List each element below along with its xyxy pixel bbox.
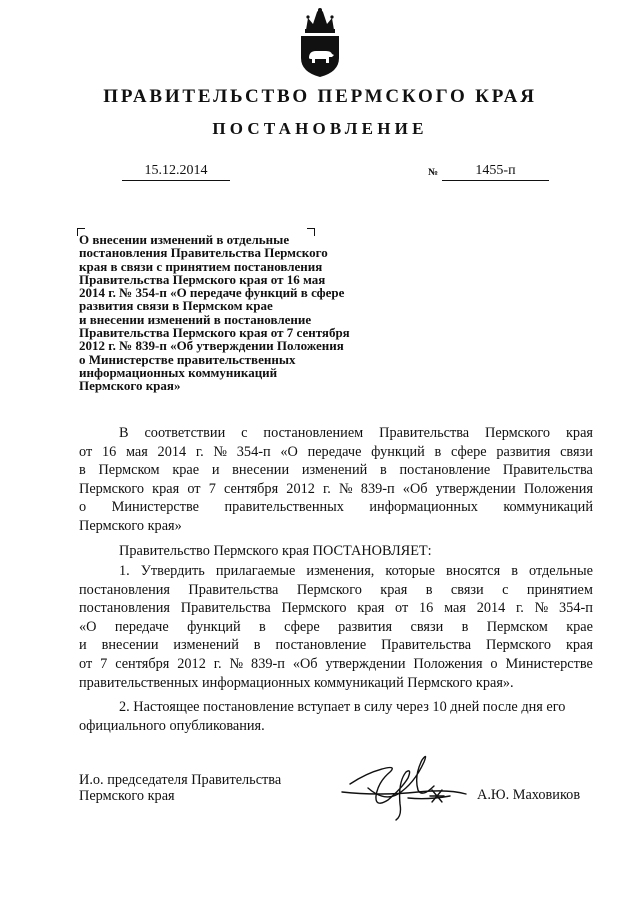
word: сфере — [284, 618, 320, 635]
body-line — [79, 618, 593, 637]
subject-line: развития связи в Пермском крае — [79, 298, 273, 314]
word: связи — [410, 618, 444, 635]
word: прилагаемые — [215, 563, 296, 579]
word: коммуникаций — [503, 499, 593, 516]
word: 2012 — [177, 655, 206, 672]
word: информационных — [369, 499, 478, 516]
word: Правительства — [502, 462, 593, 479]
subject-line: края в связи с принятием постановления — [79, 258, 323, 274]
word: которые — [385, 563, 435, 579]
word: края — [565, 637, 593, 654]
subject-line: Правительства Пермского края от 7 сентября — [79, 325, 350, 341]
word: крае — [172, 462, 200, 479]
subject-line: 2014 г. № 354-п «О передаче функций в сфере — [79, 285, 345, 301]
word: о — [490, 655, 498, 672]
handwritten-signature — [338, 742, 478, 842]
word: и — [79, 637, 87, 654]
word: г. — [195, 443, 204, 460]
document-number: 1455-п — [442, 162, 549, 181]
word: в — [79, 462, 86, 479]
word: в — [434, 443, 442, 460]
word: в — [425, 581, 433, 598]
word: утверждении — [435, 480, 516, 497]
word: изменений — [301, 462, 368, 479]
word: отдельные — [529, 563, 593, 579]
word: 839-п — [360, 480, 395, 497]
subject-line: постановления Правительства Пермского — [79, 245, 328, 261]
word: 2014 — [476, 600, 506, 617]
signer-position — [79, 772, 281, 804]
subject-line: о Министерстве правительственных — [79, 351, 296, 367]
word: в — [253, 637, 261, 654]
word: связи — [560, 443, 593, 460]
word: края — [152, 480, 180, 497]
word: от — [187, 480, 201, 497]
word: 7 — [100, 655, 108, 672]
word: правительственных — [224, 499, 344, 516]
word: соответствии — [144, 425, 226, 441]
word: 16 — [419, 600, 434, 617]
word: № — [534, 600, 549, 617]
word: и — [211, 462, 220, 479]
word: «Об — [402, 480, 428, 497]
word: с — [241, 425, 248, 441]
word: в — [379, 462, 387, 479]
word: развития — [338, 618, 393, 635]
document-type-title: ПОСТАНОВЛЕНИЕ — [212, 119, 428, 138]
word: принятием — [526, 581, 593, 598]
word: функций — [187, 618, 241, 635]
clause-2-paragraph — [79, 698, 593, 735]
body-line: правительственных информационных коммуникаций Пермского края». — [79, 674, 514, 691]
word: г. — [213, 655, 222, 672]
word: В — [119, 425, 129, 441]
organization-title: ПРАВИТЕЛЬСТВО ПЕРМСКОГО КРАЯ — [103, 86, 537, 107]
word: Утвердить — [140, 563, 205, 579]
word: № — [213, 443, 228, 460]
word: Правительства — [379, 425, 470, 441]
word: крае — [566, 618, 593, 635]
number-label: № — [428, 167, 439, 178]
word: «О — [79, 618, 97, 635]
word: сфере — [450, 443, 487, 460]
word: 2012 — [286, 480, 315, 497]
document-date: 15.12.2014 — [122, 162, 230, 181]
body-line: Пермского края» — [79, 517, 182, 534]
word: Пермского — [486, 637, 552, 654]
word: в — [259, 618, 266, 635]
word: Положения — [413, 655, 483, 672]
word: Положения — [523, 480, 593, 497]
word: 2014 — [157, 443, 187, 460]
subject-line: 2012 г. № 839-п «Об утверждении Положения — [79, 338, 344, 354]
word: 354-п — [559, 600, 593, 617]
body-line — [79, 461, 593, 480]
body-line: Правительство Пермского края ПОСТАНОВЛЯЕТ: — [119, 543, 432, 559]
word: связи — [450, 581, 484, 598]
word: постановление — [275, 637, 367, 654]
subject-line: и внесении изменений в постановление — [79, 311, 312, 327]
word: мая — [125, 443, 148, 460]
word: Министерстве — [111, 499, 199, 516]
word: № — [339, 480, 353, 497]
word: мая — [444, 600, 466, 617]
word: внесении — [232, 462, 290, 479]
body-line — [79, 581, 593, 600]
document-subject — [79, 233, 409, 393]
word: 7 — [208, 480, 216, 497]
word: края — [565, 425, 593, 441]
word: от — [395, 600, 409, 617]
word: г. — [323, 480, 331, 497]
coat-of-arms-icon — [296, 8, 344, 78]
word: изменений — [173, 637, 239, 654]
word: Министерстве — [505, 655, 593, 672]
word: постановления — [79, 581, 170, 598]
word: вносятся — [445, 563, 501, 579]
signer-position-line: И.о. председателя Правительства — [79, 772, 282, 788]
word: о — [79, 499, 87, 516]
body-line — [79, 562, 593, 581]
word: передаче — [114, 618, 169, 635]
body-line — [79, 443, 593, 462]
word: Пермском — [486, 618, 548, 635]
preamble-paragraph — [79, 424, 593, 536]
word: от — [79, 655, 93, 672]
word: № — [229, 655, 244, 672]
word: от — [79, 443, 93, 460]
word: постановления — [79, 600, 170, 617]
word: изменения, — [306, 563, 375, 579]
word: сентября — [115, 655, 170, 672]
word: Пермского — [79, 480, 145, 497]
word: передаче — [307, 443, 362, 460]
word: Пермского — [281, 600, 347, 617]
body-line — [79, 599, 593, 618]
body-line — [79, 655, 593, 674]
word: Правительства — [381, 637, 472, 654]
subject-line: Правительства Пермского края от 16 мая — [79, 271, 326, 287]
body-line: 2. Настоящее постановление вступает в силу через 10 дней после дня его — [119, 699, 566, 715]
word: 1. — [119, 563, 130, 579]
word: внесении — [101, 637, 159, 654]
word: в — [461, 618, 469, 635]
word: Пермского — [485, 425, 551, 441]
word: 839-п — [251, 655, 285, 672]
body-line — [79, 424, 593, 443]
word: утверждении — [325, 655, 406, 672]
word: 354-п — [236, 443, 271, 460]
word: Пермском — [98, 462, 160, 479]
word: Правительства — [180, 600, 271, 617]
word: с — [502, 581, 509, 598]
word: развития — [496, 443, 551, 460]
signer-name: А.Ю. Маховиков — [477, 787, 581, 803]
subject-line: О внесении изменений в отдельные — [79, 232, 290, 247]
word: функций — [371, 443, 425, 460]
body-line — [79, 636, 593, 655]
word: края — [380, 581, 408, 598]
word: края — [357, 600, 385, 617]
body-line: официального опубликования. — [79, 717, 265, 734]
word: сентября — [224, 480, 279, 497]
body-line — [79, 498, 593, 517]
word: Правительства — [188, 581, 279, 598]
signer-position-line: Пермского края — [79, 788, 175, 804]
clause-1-paragraph — [79, 562, 593, 692]
word: постановление — [399, 462, 491, 479]
decree-statement — [79, 542, 593, 561]
word: «Об — [292, 655, 318, 672]
word: в — [511, 563, 518, 579]
word: 16 — [101, 443, 117, 460]
subject-line: информационных коммуникаций — [79, 364, 278, 380]
subject-line: Пермского края» — [79, 378, 181, 394]
body-line — [79, 480, 593, 499]
word: г. — [516, 600, 524, 617]
word: «О — [280, 443, 298, 460]
word: Пермского — [296, 581, 362, 598]
word: постановлением — [263, 425, 364, 441]
